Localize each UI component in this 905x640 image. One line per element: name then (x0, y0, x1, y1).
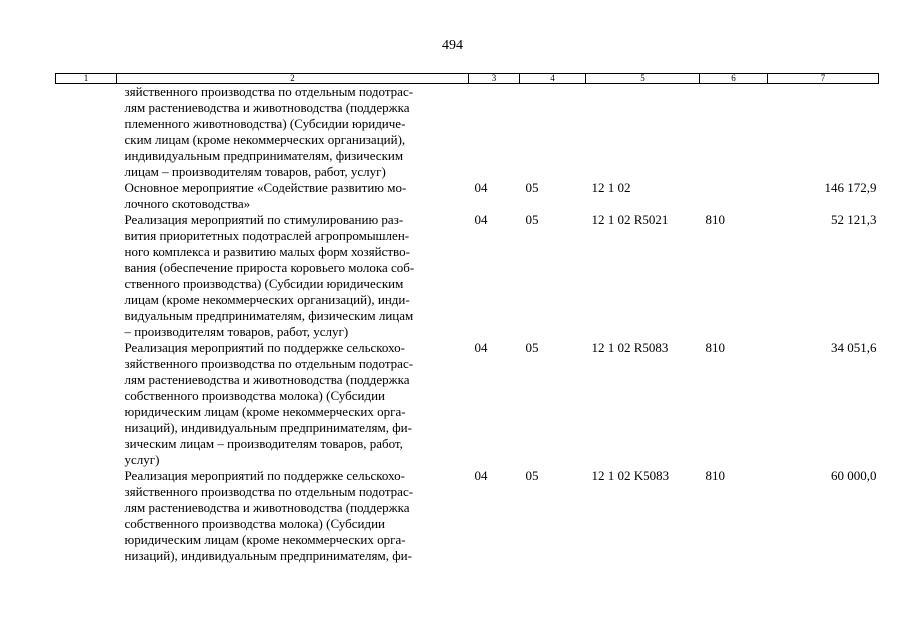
cell-amount: 34 051,6 (831, 340, 877, 355)
name-line: Основное мероприятие «Содействие развитию мо- (124, 180, 407, 195)
name-line: индивидуальным предпринимателям, физическим (124, 148, 404, 163)
cell-section: 04 (474, 180, 488, 195)
cell-amount: 146 172,9 (824, 180, 877, 195)
cell-blank (56, 468, 117, 564)
name-line: собственного производства молока) (Субсидии (124, 516, 386, 531)
header-row (56, 74, 879, 84)
name-line: зяйственного производства по отдельным подотрас- (124, 484, 414, 499)
name-line: племенного животноводства) (Субсидии юридиче- (124, 116, 406, 131)
cell-name (117, 340, 469, 468)
cell-target-code: 12 1 02 R5083 (591, 340, 669, 355)
name-line: ским лицам (кроме некоммерческих организаций), (124, 132, 406, 147)
name-line: услуг) (124, 452, 160, 467)
cell-section: 04 (474, 212, 488, 227)
cell-target-code: 12 1 02 K5083 (591, 468, 670, 483)
header-col-7: 7 (768, 74, 879, 84)
table-row (56, 340, 879, 468)
header-col-5: 5 (586, 74, 700, 84)
name-line: низаций), индивидуальным предпринимателям, фи- (124, 548, 412, 563)
cell-name (117, 212, 469, 340)
name-line: лям растениеводства и животноводства (поддержка (124, 500, 410, 515)
name-line: вития приоритетных подотраслей агропромышлен- (124, 228, 410, 243)
header-col-4: 4 (520, 74, 586, 84)
table-row (56, 84, 879, 181)
name-line: зяйственного производства по отдельным подотрас- (124, 84, 414, 99)
cell-section: 04 (474, 340, 488, 355)
cell-section (469, 84, 520, 181)
name-line: лицам – производителям товаров, работ, услуг) (124, 164, 386, 179)
name-line: видуальным предпринимателям, физическим лицам (124, 308, 414, 323)
cell-expense-type: 810 (705, 212, 725, 227)
table-header (56, 74, 879, 84)
name-line: собственного производства молока) (Субсидии (124, 388, 386, 403)
name-line: лицам (кроме некоммерческих организаций), инди- (124, 292, 410, 307)
budget-table (55, 73, 879, 564)
name-line: – производителям товаров, работ, услуг) (124, 324, 349, 339)
cell-blank (56, 340, 117, 468)
name-line: Реализация мероприятий по стимулированию раз- (124, 212, 404, 227)
name-line: Реализация мероприятий по поддержке сельскохо- (124, 340, 405, 355)
table-row (56, 212, 879, 340)
cell-expense-type: 810 (705, 340, 725, 355)
cell-name (117, 468, 469, 564)
cell-blank (56, 212, 117, 340)
cell-subsection: 05 (525, 180, 539, 195)
name-line: лям растениеводства и животноводства (поддержка (124, 372, 410, 387)
header-col-2: 2 (117, 74, 469, 84)
cell-blank (56, 84, 117, 181)
header-col-1: 1 (56, 74, 117, 84)
name-line: зяйственного производства по отдельным подотрас- (124, 356, 414, 371)
name-line: низаций), индивидуальным предпринимателям, фи- (124, 420, 412, 435)
cell-expense-type: 810 (705, 468, 725, 483)
name-line: юридическим лицам (кроме некоммерческих орга- (124, 532, 406, 547)
header-col-6: 6 (700, 74, 768, 84)
name-line: юридическим лицам (кроме некоммерческих орга- (124, 404, 406, 419)
cell-subsection: 05 (525, 468, 539, 483)
cell-expense-type (700, 84, 768, 181)
cell-target-code (586, 84, 700, 181)
cell-target-code: 12 1 02 (591, 180, 631, 195)
page-number: 494 (442, 38, 463, 53)
name-line: лочного скотоводства» (124, 196, 251, 211)
table-row (56, 180, 879, 212)
cell-name (117, 180, 469, 212)
name-line: Реализация мероприятий по поддержке сельскохо- (124, 468, 405, 483)
cell-section: 04 (474, 468, 488, 483)
cell-amount (768, 84, 879, 181)
table-body (56, 84, 879, 565)
cell-amount: 60 000,0 (831, 468, 877, 483)
cell-subsection (520, 84, 586, 181)
cell-name (117, 84, 469, 181)
name-line: зическим лицам – производителям товаров, работ, (124, 436, 403, 451)
name-line: ственного производства) (Субсидии юридическим (124, 276, 404, 291)
cell-expense-type (700, 180, 768, 212)
cell-subsection: 05 (525, 212, 539, 227)
cell-target-code: 12 1 02 R5021 (591, 212, 669, 227)
cell-subsection: 05 (525, 340, 539, 355)
cell-blank (56, 180, 117, 212)
table-row (56, 468, 879, 564)
cell-amount: 52 121,3 (831, 212, 877, 227)
name-line: лям растениеводства и животноводства (поддержка (124, 100, 410, 115)
name-line: ного комплекса и развитию малых форм хозяйство- (124, 244, 410, 259)
header-col-3: 3 (469, 74, 520, 84)
name-line: вания (обеспечение прироста коровьего молока соб- (124, 260, 415, 275)
